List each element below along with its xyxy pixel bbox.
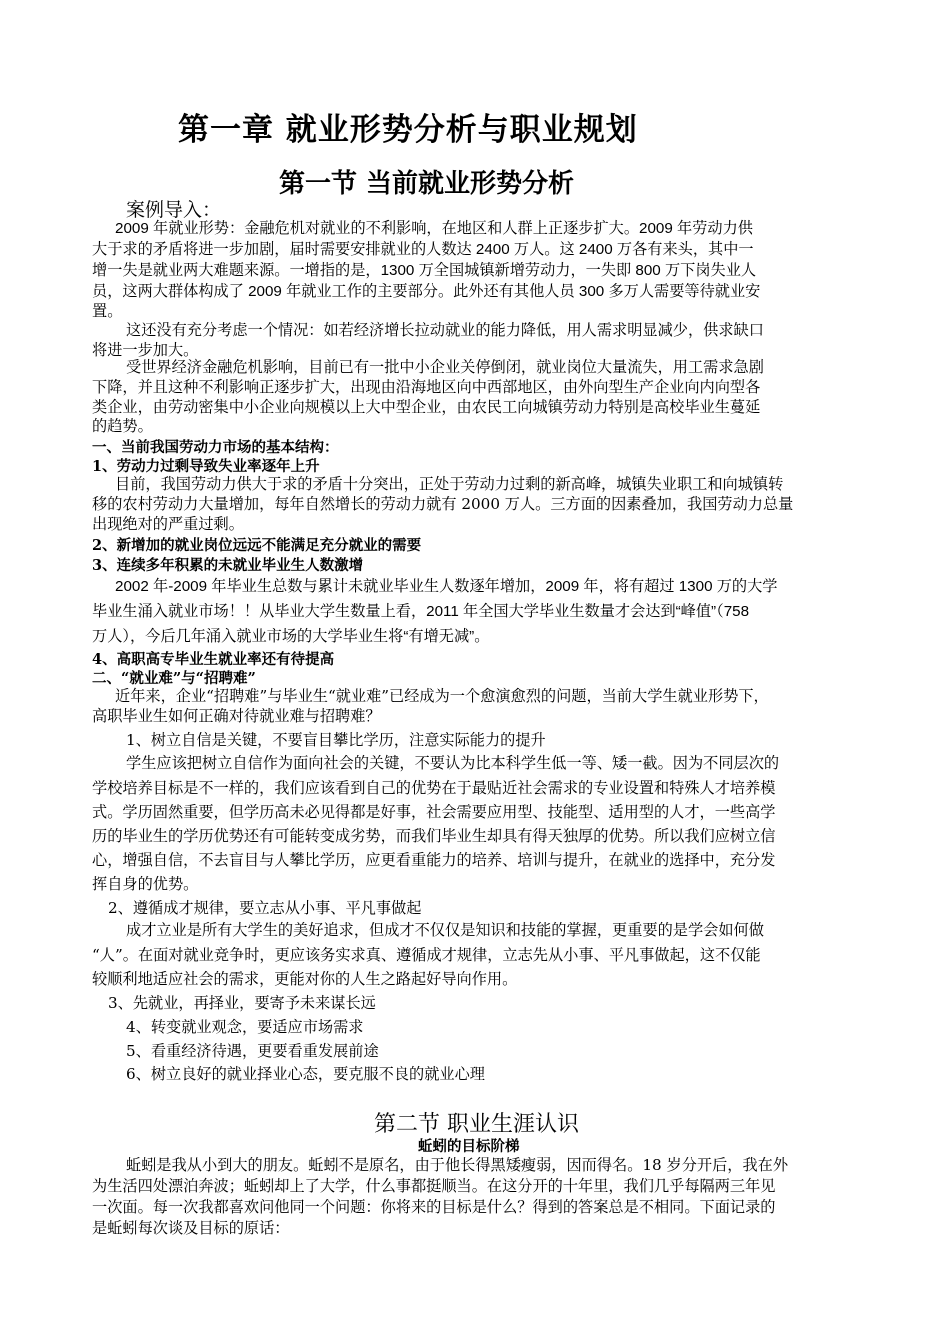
paragraph-line: 出现绝对的严重过剩。 xyxy=(92,515,244,533)
heading-new-jobs: 2、新增加的就业岗位远远不能满足充分就业的需要 xyxy=(92,537,422,554)
section-title: 第二节 职业生涯认识 xyxy=(374,1112,579,1137)
paragraph-line: 的趋势。 xyxy=(92,418,153,435)
case-intro-heading: 案例导入： xyxy=(126,199,222,221)
paragraph-line: 学生应该把树立自信作为面向社会的关键，不要认为比本科学生低一等、矮一截。因为不同层次的 xyxy=(126,754,780,772)
paragraph-line: 近年来，企业“招聘难”与毕业生“就业难”已经成为一个愈演愈烈的问题，当前大学生就业形势下， xyxy=(115,687,769,705)
paragraph-line: 移的农村劳动力大量增加，每年自然增长的劳动力就有 2000 万人。三方面的因素叠加，我国劳动力总量 xyxy=(92,495,794,513)
paragraph-line: 目前，我国劳动力供大于求的矛盾十分突出，正处于劳动力过剩的新高峰，城镇失业职工和向城镇转 xyxy=(115,475,784,493)
paragraph-line: 置。 xyxy=(92,303,123,320)
list-item: 2、遵循成才规律，要立志从小事、平凡事做起 xyxy=(108,899,422,917)
story-title: 蚯蚓的目标阶梯 xyxy=(418,1138,520,1155)
paragraph-line: 心，增强自信，不去盲目与人攀比学历，应更看重能力的培养、培训与提升，在就业的选择中，充分发 xyxy=(92,851,776,869)
heading-labor-market-structure: 一、当前我国劳动力市场的基本结构： xyxy=(92,439,339,456)
paragraph-line: 是蚯蚓每次谈及目标的原话： xyxy=(92,1219,290,1237)
heading-labor-surplus: 1、劳动力过剩导致失业率逐年上升 xyxy=(92,458,320,475)
paragraph-line: 为生活四处漂泊奔波；蚯蚓却上了大学，什么事都挺顺当。在这分开的十年里，我们几乎每隔两三年见 xyxy=(92,1177,776,1195)
paragraph-line: “人”。在面对就业竞争时，更应该务实求真、遵循成才规律，立志先从小事、平凡事做起，这不仅能 xyxy=(92,946,761,964)
paragraph-line: 挥自身的优势。 xyxy=(92,875,199,893)
list-item: 5、看重经济待遇，更要看重发展前途 xyxy=(126,1042,379,1060)
heading-hard-to-find-jobs: 二、“就业难”与“招聘难” xyxy=(92,670,256,687)
paragraph-line: 增一失是就业两大难题来源。一增指的是，1300 万全国城镇新增劳动力，一失即 800 万下岗失业人 xyxy=(92,262,757,279)
paragraph-line: 成才立业是所有大学生的美好追求，但成才不仅仅是知识和技能的掌握，更重要的是学会如何做 xyxy=(126,921,764,939)
paragraph-line: 类企业，由劳动密集中小企业向规模以上大中型企业，由农民工向城镇劳动力特别是高校毕业生蔓延 xyxy=(92,399,761,416)
paragraph-line: 蚯蚓是我从小到大的朋友。蚯蚓不是原名，由于他长得黑矮瘦弱，因而得名。18 岁分开后，我在外 xyxy=(126,1156,789,1174)
heading-vocational-employment: 4、高职高专毕业生就业率还有待提高 xyxy=(92,651,335,668)
paragraph-line: 万人），今后几年涌入就业市场的大学毕业生将“有增无减”。 xyxy=(92,628,490,645)
paragraph-line: 员，这两大群体构成了 2009 年就业工作的主要部分。此外还有其他人员 300 多万人需要等待就业安 xyxy=(92,283,761,300)
paragraph-line: 受世界经济金融危机影响，目前已有一批中小企业关停倒闭，就业岗位大量流失，用工需求急剧 xyxy=(126,359,764,376)
paragraph-line: 2009 年就业形势：金融危机对就业的不利影响，在地区和人群上正逐步扩大。2009 年劳动力供 xyxy=(115,220,753,237)
list-item: 1、树立自信是关键，不要盲目攀比学历，注意实际能力的提升 xyxy=(126,731,546,749)
paragraph-line: 大于求的矛盾将进一步加剧，届时需要安排就业的人数达 2400 万人。这 2400 万各有来头，其中一 xyxy=(92,241,754,258)
paragraph-line: 学校培养目标是不一样的，我们应该看到自己的优势在于最贴近社会需求的专业设置和特殊人才培养模 xyxy=(92,779,776,797)
paragraph-line: 历的毕业生的学历优势还有可能转变成劣势，而我们毕业生却具有得天独厚的优势。所以我们应树立信 xyxy=(92,827,776,845)
list-item: 6、树立良好的就业择业心态，要克服不良的就业心理 xyxy=(126,1065,485,1083)
paragraph-line: 下降，并且这种不利影响正逐步扩大，出现由沿海地区向中西部地区，由外向型生产企业向内向型各 xyxy=(92,379,761,396)
paragraph-line: 一次面。每一次我都喜欢问他同一个问题：你将来的目标是什么？得到的答案总是不相同。下面记录的 xyxy=(92,1198,776,1216)
paragraph-line: 这还没有充分考虑一个情况：如若经济增长拉动就业的能力降低，用人需求明显减少，供求缺口 xyxy=(126,322,764,339)
paragraph-line: 较顺利地适应社会的需求，更能对你的人生之路起好导向作用。 xyxy=(92,970,518,988)
paragraph-line: 毕业生涌入就业市场！！从毕业大学生数量上看，2011 年全国大学毕业生数量才会达到“峰值”（758 xyxy=(92,603,750,620)
paragraph-line: 2002 年-2009 年毕业生总数与累计未就业毕业生人数逐年增加，2009 年，将有超过 1300 万的大学 xyxy=(115,578,778,595)
chapter-title: 第一章 就业形势分析与职业规划 xyxy=(178,112,638,148)
paragraph-line: 将进一步加大。 xyxy=(92,342,199,359)
list-item: 4、转变就业观念，要适应市场需求 xyxy=(126,1018,364,1036)
list-item: 3、先就业，再择业，要寄予未来谋长远 xyxy=(108,994,376,1012)
paragraph-line: 高职毕业生如何正确对待就业难与招聘难？ xyxy=(92,707,381,725)
heading-graduates-surge: 3、连续多年积累的未就业毕业生人数激增 xyxy=(92,557,364,574)
paragraph-line: 式。学历固然重要，但学历高未必见得都是好事，社会需要应用型、技能型、适用型的人才，一些高学 xyxy=(92,803,776,821)
section-title: 第一节 当前就业形势分析 xyxy=(279,169,575,199)
